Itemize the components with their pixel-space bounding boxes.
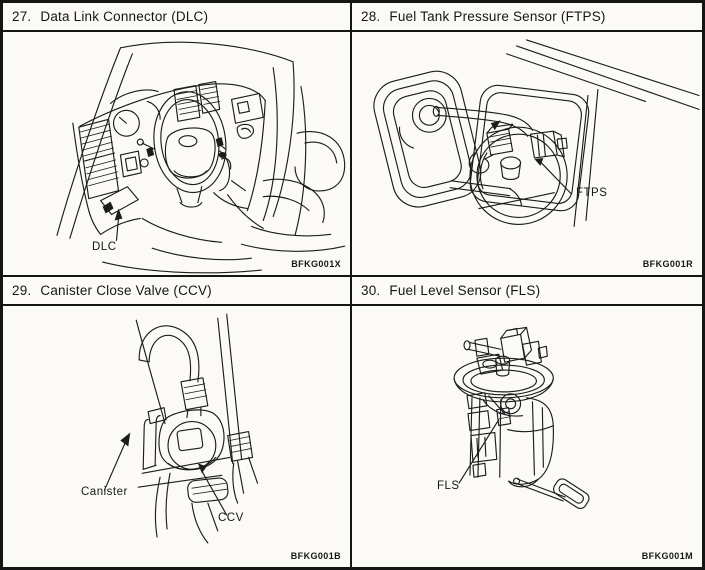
ftps-drawing: [352, 32, 702, 275]
panel-title: [3, 3, 350, 32]
panel-fls: [352, 277, 702, 567]
panel-title-text: Canister Close Valve (CCV): [40, 283, 212, 298]
callout-ftps: FTPS: [576, 187, 608, 199]
panel-dlc: [3, 3, 352, 277]
callout-ccv: CCV: [218, 512, 244, 524]
dlc-illustration: [3, 32, 350, 275]
panel-number: 28.: [361, 9, 381, 24]
callout-dlc: DLC: [92, 241, 117, 253]
ccv-illustration: [3, 306, 350, 567]
callout-fls: FLS: [437, 480, 460, 492]
panel-title: [352, 277, 702, 306]
figure-code-ccv: BFKG001B: [290, 551, 341, 561]
panel-ccv: [3, 277, 352, 567]
ccv-drawing: [3, 306, 350, 567]
fls-illustration: [352, 306, 702, 567]
figure-code-ftps: BFKG001R: [642, 259, 693, 269]
fls-drawing: [352, 306, 702, 567]
dlc-drawing: [3, 32, 350, 275]
panel-title: [352, 3, 702, 32]
panel-title: [3, 277, 350, 306]
panel-title-text: Data Link Connector (DLC): [40, 9, 209, 24]
panel-title-text: Fuel Level Sensor (FLS): [389, 283, 541, 298]
callout-canister: Canister: [81, 486, 128, 498]
panel-title-text: Fuel Tank Pressure Sensor (FTPS): [389, 9, 606, 24]
ftps-illustration: [352, 32, 702, 275]
figure-code-fls: BFKG001M: [641, 551, 693, 561]
panel-number: 30.: [361, 283, 381, 298]
panel-number: 29.: [12, 283, 32, 298]
panel-ftps: [352, 3, 702, 277]
panel-number: 27.: [12, 9, 32, 24]
figure-code-dlc: BFKG001X: [291, 259, 341, 269]
